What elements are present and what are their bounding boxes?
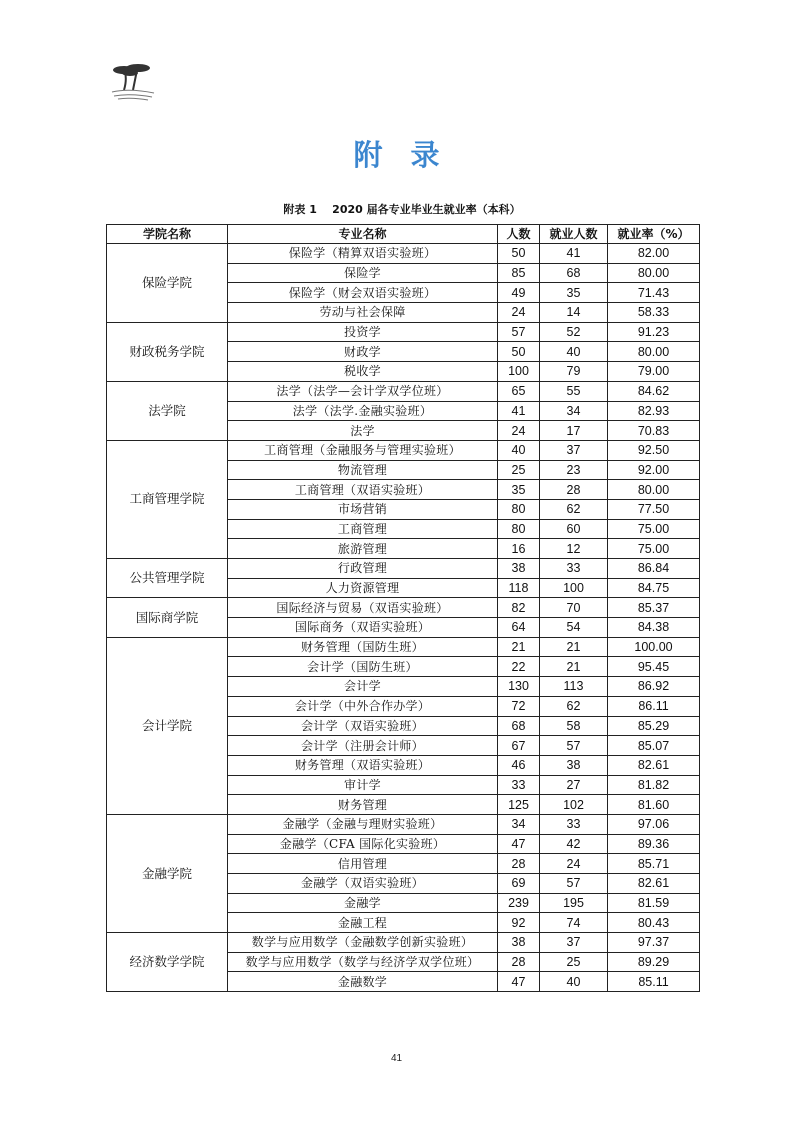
student-count-cell: 118 (498, 578, 540, 598)
employment-rate-cell: 75.00 (608, 519, 700, 539)
employed-count-cell: 68 (540, 263, 608, 283)
employed-count-cell: 100 (540, 578, 608, 598)
table-row (107, 814, 700, 834)
employed-count-cell: 41 (540, 244, 608, 264)
student-count-cell: 68 (498, 716, 540, 736)
college-name-cell: 法学院 (107, 381, 228, 440)
employment-rate-cell: 81.82 (608, 775, 700, 795)
page-title: 附录 (353, 138, 468, 172)
college-name-cell: 金融学院 (107, 814, 228, 932)
major-name-cell: 财政学 (228, 342, 498, 362)
student-count-cell: 35 (498, 480, 540, 500)
student-count-cell: 85 (498, 263, 540, 283)
employment-rate-cell: 92.00 (608, 460, 700, 480)
student-count-cell: 40 (498, 440, 540, 460)
employed-count-cell: 70 (540, 598, 608, 618)
major-name-cell: 工商管理 (228, 519, 498, 539)
employment-rate-cell: 86.84 (608, 559, 700, 579)
college-name-cell: 公共管理学院 (107, 559, 228, 598)
caption-label: 附表 1 (283, 203, 317, 216)
student-count-cell: 57 (498, 322, 540, 342)
college-name-cell: 会计学院 (107, 637, 228, 814)
major-name-cell: 行政管理 (228, 559, 498, 579)
student-count-cell: 64 (498, 618, 540, 638)
employment-rate-cell: 82.61 (608, 755, 700, 775)
header-count: 人数 (498, 225, 540, 244)
employed-count-cell: 60 (540, 519, 608, 539)
employed-count-cell: 21 (540, 657, 608, 677)
student-count-cell: 34 (498, 814, 540, 834)
table-row (107, 559, 700, 579)
major-name-cell: 保险学 (228, 263, 498, 283)
header-major: 专业名称 (228, 225, 498, 244)
student-count-cell: 50 (498, 244, 540, 264)
student-count-cell: 33 (498, 775, 540, 795)
employed-count-cell: 14 (540, 303, 608, 323)
employment-rate-cell: 91.23 (608, 322, 700, 342)
employment-rate-cell: 81.59 (608, 893, 700, 913)
table-row (107, 440, 700, 460)
major-name-cell: 审计学 (228, 775, 498, 795)
employed-count-cell: 55 (540, 381, 608, 401)
student-count-cell: 69 (498, 874, 540, 894)
employment-rate-table (106, 224, 700, 992)
palm-tree-logo-icon (110, 62, 156, 102)
college-name-cell: 工商管理学院 (107, 440, 228, 558)
employed-count-cell: 79 (540, 362, 608, 382)
employment-rate-cell: 84.38 (608, 618, 700, 638)
major-name-cell: 金融工程 (228, 913, 498, 933)
student-count-cell: 80 (498, 519, 540, 539)
student-count-cell: 24 (498, 421, 540, 441)
employment-rate-cell: 70.83 (608, 421, 700, 441)
employed-count-cell: 23 (540, 460, 608, 480)
employed-count-cell: 34 (540, 401, 608, 421)
employment-rate-cell: 58.33 (608, 303, 700, 323)
student-count-cell: 239 (498, 893, 540, 913)
employment-rate-cell: 81.60 (608, 795, 700, 815)
employed-count-cell: 27 (540, 775, 608, 795)
header-rate: 就业率（%） (608, 225, 700, 244)
major-name-cell: 会计学（注册会计师） (228, 736, 498, 756)
student-count-cell: 72 (498, 696, 540, 716)
student-count-cell: 38 (498, 933, 540, 953)
employment-rate-cell: 75.00 (608, 539, 700, 559)
college-name-cell: 保险学院 (107, 244, 228, 323)
student-count-cell: 28 (498, 854, 540, 874)
college-name-cell: 国际商学院 (107, 598, 228, 637)
student-count-cell: 100 (498, 362, 540, 382)
header-employed: 就业人数 (540, 225, 608, 244)
table-caption (106, 201, 698, 217)
student-count-cell: 38 (498, 559, 540, 579)
employed-count-cell: 33 (540, 814, 608, 834)
employed-count-cell: 38 (540, 755, 608, 775)
employment-rate-cell: 97.37 (608, 933, 700, 953)
major-name-cell: 数学与应用数学（金融数学创新实验班） (228, 933, 498, 953)
table-row (107, 933, 700, 953)
employment-rate-cell: 100.00 (608, 637, 700, 657)
major-name-cell: 金融学 (228, 893, 498, 913)
employed-count-cell: 52 (540, 322, 608, 342)
student-count-cell: 49 (498, 283, 540, 303)
major-name-cell: 法学（法学.金融实验班） (228, 401, 498, 421)
employment-rate-cell: 82.00 (608, 244, 700, 264)
employment-rate-cell: 85.07 (608, 736, 700, 756)
major-name-cell: 物流管理 (228, 460, 498, 480)
major-name-cell: 工商管理（双语实验班） (228, 480, 498, 500)
table-body (107, 244, 700, 992)
employed-count-cell: 37 (540, 440, 608, 460)
student-count-cell: 16 (498, 539, 540, 559)
employed-count-cell: 58 (540, 716, 608, 736)
student-count-cell: 67 (498, 736, 540, 756)
student-count-cell: 82 (498, 598, 540, 618)
student-count-cell: 41 (498, 401, 540, 421)
employment-rate-cell: 79.00 (608, 362, 700, 382)
employed-count-cell: 62 (540, 499, 608, 519)
employed-count-cell: 74 (540, 913, 608, 933)
employed-count-cell: 62 (540, 696, 608, 716)
employed-count-cell: 12 (540, 539, 608, 559)
major-name-cell: 数学与应用数学（数学与经济学双学位班） (228, 952, 498, 972)
employment-rate-cell: 84.62 (608, 381, 700, 401)
employed-count-cell: 35 (540, 283, 608, 303)
employment-rate-cell: 80.43 (608, 913, 700, 933)
employed-count-cell: 195 (540, 893, 608, 913)
employed-count-cell: 37 (540, 933, 608, 953)
table-row (107, 322, 700, 342)
table-row (107, 381, 700, 401)
employment-rate-cell: 85.29 (608, 716, 700, 736)
employment-rate-cell: 86.11 (608, 696, 700, 716)
student-count-cell: 21 (498, 637, 540, 657)
student-count-cell: 22 (498, 657, 540, 677)
employed-count-cell: 24 (540, 854, 608, 874)
major-name-cell: 金融学（金融与理财实验班） (228, 814, 498, 834)
table-row (107, 637, 700, 657)
employment-rate-cell: 80.00 (608, 342, 700, 362)
major-name-cell: 会计学 (228, 677, 498, 697)
employed-count-cell: 40 (540, 972, 608, 992)
major-name-cell: 旅游管理 (228, 539, 498, 559)
student-count-cell: 47 (498, 972, 540, 992)
major-name-cell: 劳动与社会保障 (228, 303, 498, 323)
header-college: 学院名称 (107, 225, 228, 244)
employment-rate-cell: 84.75 (608, 578, 700, 598)
employment-rate-cell: 89.29 (608, 952, 700, 972)
major-name-cell: 会计学（国防生班） (228, 657, 498, 677)
major-name-cell: 金融学（双语实验班） (228, 874, 498, 894)
major-name-cell: 工商管理（金融服务与管理实验班） (228, 440, 498, 460)
employed-count-cell: 54 (540, 618, 608, 638)
employed-count-cell: 57 (540, 736, 608, 756)
employment-rate-cell: 80.00 (608, 263, 700, 283)
employment-rate-cell: 71.43 (608, 283, 700, 303)
major-name-cell: 保险学（精算双语实验班） (228, 244, 498, 264)
major-name-cell: 投资学 (228, 322, 498, 342)
employed-count-cell: 113 (540, 677, 608, 697)
employment-rate-cell: 82.61 (608, 874, 700, 894)
employment-rate-cell: 77.50 (608, 499, 700, 519)
employed-count-cell: 102 (540, 795, 608, 815)
employment-rate-cell: 80.00 (608, 480, 700, 500)
employment-rate-cell: 95.45 (608, 657, 700, 677)
employed-count-cell: 57 (540, 874, 608, 894)
caption-text: 2020 届各专业毕业生就业率（本科） (332, 203, 521, 216)
employment-rate-cell: 85.37 (608, 598, 700, 618)
employment-rate-cell: 85.71 (608, 854, 700, 874)
page-number: 41 (390, 1053, 403, 1064)
student-count-cell: 25 (498, 460, 540, 480)
student-count-cell: 28 (498, 952, 540, 972)
major-name-cell: 财务管理 (228, 795, 498, 815)
college-name-cell: 财政税务学院 (107, 322, 228, 381)
student-count-cell: 92 (498, 913, 540, 933)
student-count-cell: 130 (498, 677, 540, 697)
employment-rate-cell: 86.92 (608, 677, 700, 697)
employed-count-cell: 25 (540, 952, 608, 972)
employed-count-cell: 42 (540, 834, 608, 854)
major-name-cell: 保险学（财会双语实验班） (228, 283, 498, 303)
employment-rate-cell: 92.50 (608, 440, 700, 460)
employed-count-cell: 17 (540, 421, 608, 441)
employment-rate-cell: 89.36 (608, 834, 700, 854)
major-name-cell: 国际商务（双语实验班） (228, 618, 498, 638)
student-count-cell: 50 (498, 342, 540, 362)
table-header-row (107, 225, 700, 244)
table-row (107, 598, 700, 618)
major-name-cell: 会计学（双语实验班） (228, 716, 498, 736)
major-name-cell: 财务管理（国防生班） (228, 637, 498, 657)
major-name-cell: 税收学 (228, 362, 498, 382)
student-count-cell: 46 (498, 755, 540, 775)
major-name-cell: 信用管理 (228, 854, 498, 874)
major-name-cell: 市场营销 (228, 499, 498, 519)
table-row (107, 244, 700, 264)
student-count-cell: 65 (498, 381, 540, 401)
major-name-cell: 会计学（中外合作办学） (228, 696, 498, 716)
student-count-cell: 125 (498, 795, 540, 815)
employed-count-cell: 40 (540, 342, 608, 362)
major-name-cell: 法学（法学—会计学双学位班） (228, 381, 498, 401)
major-name-cell: 金融学（CFA 国际化实验班） (228, 834, 498, 854)
employed-count-cell: 21 (540, 637, 608, 657)
major-name-cell: 财务管理（双语实验班） (228, 755, 498, 775)
student-count-cell: 24 (498, 303, 540, 323)
employed-count-cell: 33 (540, 559, 608, 579)
major-name-cell: 法学 (228, 421, 498, 441)
employed-count-cell: 28 (540, 480, 608, 500)
student-count-cell: 80 (498, 499, 540, 519)
employment-rate-cell: 97.06 (608, 814, 700, 834)
major-name-cell: 人力资源管理 (228, 578, 498, 598)
major-name-cell: 国际经济与贸易（双语实验班） (228, 598, 498, 618)
employment-rate-cell: 82.93 (608, 401, 700, 421)
employment-rate-cell: 85.11 (608, 972, 700, 992)
student-count-cell: 47 (498, 834, 540, 854)
college-name-cell: 经济数学学院 (107, 933, 228, 992)
major-name-cell: 金融数学 (228, 972, 498, 992)
